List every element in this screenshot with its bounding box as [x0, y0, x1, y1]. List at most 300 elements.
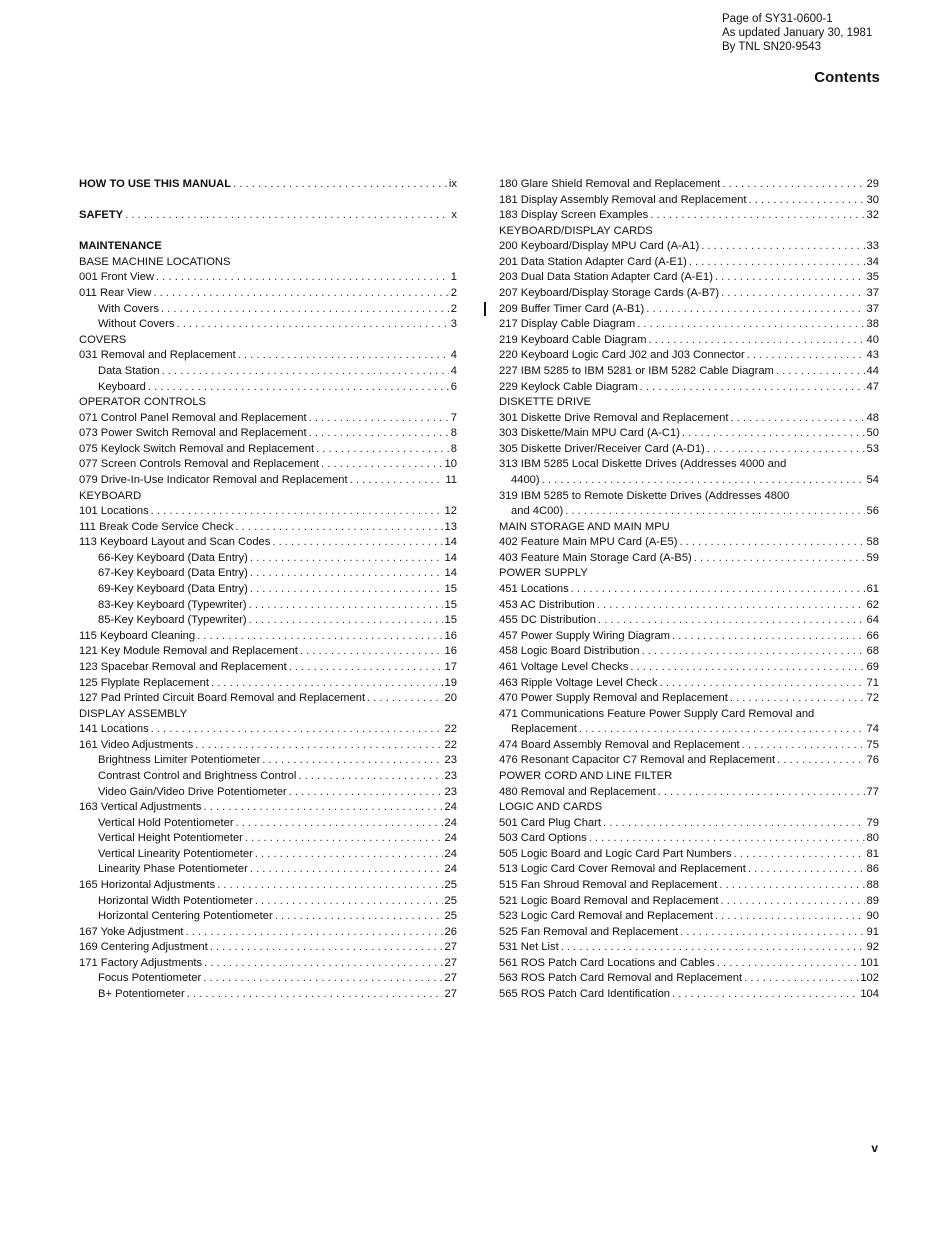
- toc-entry-title: 561 ROS Patch Card Locations and Cables: [499, 956, 715, 969]
- toc-dot-leader: [603, 816, 865, 832]
- toc-entry: [499, 270, 879, 286]
- toc-page-number: 23: [444, 769, 457, 782]
- toc-dot-leader: [730, 691, 865, 707]
- toc-entry-title: 4400): [511, 473, 540, 486]
- toc-entry-title: 180 Glare Shield Removal and Replacement: [499, 178, 721, 190]
- toc-dot-leader: [646, 302, 864, 318]
- toc-section-heading: [79, 333, 457, 349]
- toc-entry-title: OPERATOR CONTROLS: [79, 396, 207, 409]
- toc-page-number: 26: [444, 925, 457, 938]
- toc-entry: [499, 925, 879, 941]
- toc-dot-leader: [151, 722, 443, 738]
- toc-entry-title: B+ Potentiometer: [98, 988, 185, 1001]
- toc-page-number: 23: [444, 785, 457, 798]
- toc-dot-leader: [689, 255, 865, 271]
- toc-dot-leader: [571, 582, 865, 598]
- toc-spacer: [79, 224, 457, 240]
- toc-page-number: 22: [444, 738, 457, 751]
- toc-page-number: 27: [444, 972, 457, 985]
- toc-entry-title: MAIN STORAGE AND MAIN MPU: [499, 520, 670, 533]
- toc-page-number: 59: [866, 551, 879, 564]
- toc-entry: [499, 816, 879, 832]
- toc-entry-title: 458 Logic Board Distribution: [499, 645, 640, 658]
- toc-page-number: ix: [448, 178, 457, 190]
- toc-dot-leader: [148, 380, 449, 396]
- toc-entry: [79, 364, 457, 380]
- toc-page-number: 27: [444, 988, 457, 1001]
- toc-entry-title: COVERS: [79, 333, 127, 346]
- toc-entry: [499, 691, 879, 707]
- toc-entry-title: 161 Video Adjustments: [79, 738, 194, 751]
- toc-entry-title: 200 Keyboard/Display MPU Card (A-A1): [499, 240, 700, 253]
- toc-entry: [79, 520, 457, 536]
- toc-entry: [79, 629, 457, 645]
- toc-page-number: 24: [444, 801, 457, 814]
- toc-dot-leader: [748, 862, 865, 878]
- toc-dot-leader: [694, 551, 865, 567]
- toc-entry-title: 67-Key Keyboard (Data Entry): [98, 567, 248, 580]
- toc-entry: [499, 504, 879, 520]
- toc-entry: [79, 753, 457, 769]
- toc-entry-title: 121 Key Module Removal and Replacement: [79, 645, 298, 658]
- toc-page-number: 50: [866, 427, 879, 440]
- toc-dot-leader: [701, 239, 864, 255]
- toc-page-number: 12: [444, 505, 457, 518]
- toc-entry-title: 470 Power Supply Removal and Replacement: [499, 692, 728, 705]
- toc-dot-leader: [776, 364, 865, 380]
- toc-section-heading: [79, 239, 457, 255]
- toc-page-number: 22: [444, 723, 457, 736]
- toc-spacer: [79, 193, 457, 209]
- toc-entry-title: 451 Locations: [499, 583, 569, 596]
- toc-entry: [79, 909, 457, 925]
- toc-entry: [499, 878, 879, 894]
- toc-section-heading: [499, 395, 879, 411]
- toc-page-number: 14: [444, 551, 457, 564]
- toc-dot-leader: [204, 956, 442, 972]
- toc-page-number: 53: [866, 442, 879, 455]
- toc-entry-title: 85-Key Keyboard (Typewriter): [98, 614, 247, 627]
- toc-dot-leader: [321, 457, 443, 473]
- toc-entry: [79, 956, 457, 972]
- toc-entry-title: 219 Keyboard Cable Diagram: [499, 333, 647, 346]
- toc-entry: [79, 270, 457, 286]
- toc-dot-leader: [203, 971, 442, 987]
- toc-page-number: 37: [866, 287, 879, 300]
- toc-entry: [499, 676, 879, 692]
- toc-entry: [79, 847, 457, 863]
- toc-page-number: 43: [866, 349, 879, 362]
- toc-dot-leader: [747, 348, 865, 364]
- toc-page-number: 25: [444, 879, 457, 892]
- toc-entry: [79, 380, 457, 396]
- toc-entry: [79, 660, 457, 676]
- toc-entry: [499, 909, 879, 925]
- toc-page-number: 27: [444, 956, 457, 969]
- toc-page-number: x: [451, 209, 457, 222]
- toc-entry: [499, 177, 879, 193]
- toc-entry: [79, 769, 457, 785]
- toc-dot-leader: [161, 302, 449, 318]
- toc-dot-leader: [153, 286, 448, 302]
- toc-entry: [499, 551, 879, 567]
- toc-page-number: 16: [444, 645, 457, 658]
- toc-dot-leader: [565, 504, 864, 520]
- toc-entry: [499, 489, 879, 505]
- toc-dot-leader: [210, 940, 443, 956]
- toc-dot-leader: [707, 442, 865, 458]
- toc-right-column: [499, 177, 879, 1003]
- toc-entry-title: 563 ROS Patch Card Removal and Replacement: [499, 972, 743, 985]
- toc-entry: [499, 442, 879, 458]
- toc-dot-leader: [300, 644, 443, 660]
- toc-dot-leader: [316, 442, 449, 458]
- toc-entry-title: Contrast Control and Brightness Control: [98, 769, 297, 782]
- toc-entry-title: 181 Display Assembly Removal and Replacement: [499, 193, 747, 206]
- toc-page-number: 25: [444, 910, 457, 923]
- toc-entry: [79, 722, 457, 738]
- toc-section-heading: [79, 177, 457, 193]
- toc-entry: [79, 566, 457, 582]
- toc-dot-leader: [309, 411, 449, 427]
- toc-page-number: 24: [444, 832, 457, 845]
- toc-dot-leader: [672, 987, 858, 1003]
- toc-section-heading: [79, 489, 457, 505]
- toc-entry: [79, 940, 457, 956]
- toc-entry-title: 83-Key Keyboard (Typewriter): [98, 598, 247, 611]
- header-page-of: Page of SY31-0600-1: [722, 13, 833, 25]
- toc-dot-leader: [235, 520, 442, 536]
- toc-page-number: 35: [866, 271, 879, 284]
- toc-entry-title: With Covers: [98, 302, 159, 315]
- toc-page-number: 102: [860, 972, 879, 985]
- toc-section-heading: [499, 769, 879, 785]
- toc-dot-leader: [255, 847, 443, 863]
- toc-entry-title: 127 Pad Printed Circuit Board Removal and Replacement: [79, 692, 366, 705]
- toc-dot-leader: [250, 551, 443, 567]
- toc-section-heading: [79, 208, 457, 224]
- toc-entry-title: Without Covers: [98, 318, 175, 331]
- toc-entry: [499, 380, 879, 396]
- toc-entry-title: 141 Locations: [79, 723, 149, 736]
- toc-entry-title: 403 Feature Main Storage Card (A-B5): [499, 551, 692, 564]
- toc-page-number: 19: [444, 676, 457, 689]
- toc-entry-title: 169 Centering Adjustment: [79, 941, 208, 954]
- toc-entry-title: Replacement: [511, 723, 577, 736]
- toc-page-number: 27: [444, 941, 457, 954]
- toc-page-number: 86: [866, 863, 879, 876]
- toc-dot-leader: [309, 426, 449, 442]
- toc-entry-title: 471 Communications Feature Power Supply Card Removal and: [499, 707, 815, 720]
- toc-entry: [79, 457, 457, 473]
- page-number: v: [871, 1141, 878, 1155]
- toc-entry: [79, 286, 457, 302]
- toc-page-number: 47: [866, 380, 879, 393]
- toc-entry-title: HOW TO USE THIS MANUAL: [79, 178, 232, 190]
- toc-page-number: 54: [866, 473, 879, 486]
- toc-dot-leader: [217, 878, 442, 894]
- toc-entry-title: Vertical Hold Potentiometer: [98, 816, 234, 829]
- toc-entry: [499, 302, 879, 318]
- toc-page-number: 23: [444, 754, 457, 767]
- toc-page-number: 72: [866, 692, 879, 705]
- toc-dot-leader: [579, 722, 865, 738]
- toc-entry-title: 077 Screen Controls Removal and Replacement: [79, 458, 320, 471]
- toc-page-number: 2: [450, 302, 457, 315]
- toc-entry-title: Data Station: [98, 364, 160, 377]
- toc-dot-leader: [350, 473, 444, 489]
- toc-dot-leader: [367, 691, 442, 707]
- toc-page-number: 6: [450, 380, 457, 393]
- toc-dot-leader: [717, 956, 859, 972]
- toc-section-heading: [79, 255, 457, 271]
- toc-entry-title: 402 Feature Main MPU Card (A-E5): [499, 536, 678, 549]
- toc-page-number: 71: [866, 676, 879, 689]
- toc-entry: [499, 956, 879, 972]
- toc-entry: [79, 613, 457, 629]
- toc-entry: [499, 785, 879, 801]
- toc-dot-leader: [211, 676, 443, 692]
- toc-page-number: 11: [445, 473, 457, 486]
- toc-dot-leader: [156, 270, 449, 286]
- toc-dot-leader: [250, 862, 443, 878]
- toc-entry-title: 011 Rear View: [79, 287, 152, 300]
- toc-entry: [79, 816, 457, 832]
- toc-entry: [499, 753, 879, 769]
- toc-entry: [499, 286, 879, 302]
- toc-entry-title: 115 Keyboard Cleaning: [79, 629, 196, 642]
- toc-entry-title: BASE MACHINE LOCATIONS: [79, 255, 231, 268]
- toc-entry-title: 453 AC Distribution: [499, 598, 595, 611]
- toc-entry: [499, 613, 879, 629]
- toc-dot-leader: [236, 816, 443, 832]
- toc-entry: [499, 208, 879, 224]
- toc-entry-title: 521 Logic Board Removal and Replacement: [499, 894, 719, 907]
- toc-entry-title: 305 Diskette Driver/Receiver Card (A-D1): [499, 442, 705, 455]
- toc-entry-title: 476 Resonant Capacitor C7 Removal and Replacement: [499, 754, 776, 767]
- toc-entry: [499, 940, 879, 956]
- toc-entry-title: 480 Removal and Replacement: [499, 785, 656, 798]
- toc-page-number: 1: [450, 271, 457, 284]
- toc-dot-leader: [187, 987, 443, 1003]
- toc-page-number: 89: [866, 894, 879, 907]
- toc-entry-title: DISPLAY ASSEMBLY: [79, 707, 188, 720]
- toc-dot-leader: [679, 535, 864, 551]
- toc-entry-title: 201 Data Station Adapter Card (A-E1): [499, 255, 687, 268]
- toc-entry-title: 515 Fan Shroud Removal and Replacement: [499, 879, 718, 892]
- toc-section-heading: [499, 520, 879, 536]
- toc-dot-leader: [233, 177, 447, 193]
- toc-entry-title: Linearity Phase Potentiometer: [98, 863, 248, 876]
- toc-dot-leader: [682, 426, 865, 442]
- toc-dot-leader: [715, 270, 865, 286]
- toc-entry-title: 66-Key Keyboard (Data Entry): [98, 551, 248, 564]
- toc-entry-title: 001 Front View: [79, 271, 155, 284]
- toc-entry: [499, 348, 879, 364]
- toc-page-number: 66: [866, 629, 879, 642]
- toc-section-heading: [79, 707, 457, 723]
- toc-dot-leader: [249, 613, 443, 629]
- toc-page-number: 29: [866, 178, 879, 190]
- toc-page-number: 24: [444, 847, 457, 860]
- toc-entry-title: Horizontal Width Potentiometer: [98, 894, 253, 907]
- toc-entry-title: 455 DC Distribution: [499, 614, 597, 627]
- toc-page-number: 61: [866, 583, 879, 596]
- header-tnl: By TNL SN20-9543: [722, 41, 822, 53]
- toc-entry: [79, 442, 457, 458]
- toc-entry: [79, 535, 457, 551]
- toc-page-number: 15: [444, 598, 457, 611]
- toc-entry-title: Horizontal Centering Potentiometer: [98, 910, 273, 923]
- toc-entry-title: Vertical Linearity Potentiometer: [98, 847, 253, 860]
- toc-entry-title: Keyboard: [98, 380, 146, 393]
- toc-dot-leader: [721, 286, 864, 302]
- toc-entry-title: 474 Board Assembly Removal and Replacement: [499, 738, 740, 751]
- toc-entry-title: SAFETY: [79, 209, 124, 222]
- toc-entry: [499, 660, 879, 676]
- toc-entry: [499, 473, 879, 489]
- toc-dot-leader: [598, 613, 865, 629]
- toc-entry: [79, 738, 457, 754]
- toc-page-number: 14: [444, 567, 457, 580]
- toc-entry-title: 501 Card Plug Chart: [499, 816, 601, 829]
- toc-page-number: 68: [866, 645, 879, 658]
- toc-entry-title: 111 Break Code Service Check: [79, 520, 234, 533]
- toc-entry-title: 303 Diskette/Main MPU Card (A-C1): [499, 427, 680, 440]
- toc-page-number: 62: [866, 598, 879, 611]
- toc-entry: [79, 691, 457, 707]
- toc-page-number: 44: [866, 364, 879, 377]
- toc-dot-leader: [204, 800, 443, 816]
- toc-entry-title: 457 Power Supply Wiring Diagram: [499, 629, 670, 642]
- toc-entry: [499, 722, 879, 738]
- toc-dot-leader: [640, 380, 865, 396]
- toc-entry: [499, 987, 879, 1003]
- toc-page-number: 30: [866, 193, 879, 206]
- toc-section-heading: [499, 800, 879, 816]
- toc-page-number: 8: [450, 427, 457, 440]
- toc-entry: [499, 193, 879, 209]
- toc-dot-leader: [125, 208, 449, 224]
- toc-entry-title: 163 Vertical Adjustments: [79, 801, 202, 814]
- toc-entry-title: Brightness Limiter Potentiometer: [98, 754, 261, 767]
- toc-entry: [499, 364, 879, 380]
- toc-page-number: 90: [866, 910, 879, 923]
- toc-entry-title: 203 Dual Data Station Adapter Card (A-E1): [499, 271, 713, 284]
- toc-entry: [79, 504, 457, 520]
- toc-entry: [79, 317, 457, 333]
- toc-entry-title: 227 IBM 5285 to IBM 5281 or IBM 5282 Cable Diagram: [499, 364, 774, 377]
- toc-entry: [499, 333, 879, 349]
- toc-dot-leader: [734, 847, 865, 863]
- toc-page-number: 92: [866, 941, 879, 954]
- toc-dot-leader: [777, 753, 864, 769]
- toc-entry: [499, 831, 879, 847]
- toc-dot-leader: [637, 317, 864, 333]
- toc-dot-leader: [275, 909, 443, 925]
- toc-dot-leader: [298, 769, 442, 785]
- toc-page-number: 4: [450, 349, 457, 362]
- toc-entry: [499, 239, 879, 255]
- toc-entry-title: 319 IBM 5285 to Remote Diskette Drives (Addresses 4800: [499, 489, 790, 502]
- toc-entry-title: 171 Factory Adjustments: [79, 956, 203, 969]
- toc-dot-leader: [197, 629, 442, 645]
- toc-entry-title: 123 Spacebar Removal and Replacement: [79, 660, 287, 673]
- toc-dot-leader: [730, 411, 864, 427]
- toc-entry: [499, 411, 879, 427]
- toc-page-number: 24: [444, 863, 457, 876]
- toc-dot-leader: [715, 909, 865, 925]
- toc-page-number: 25: [444, 894, 457, 907]
- toc-page-number: 15: [444, 583, 457, 596]
- toc-page-number: 77: [866, 785, 879, 798]
- toc-page-number: 58: [866, 536, 879, 549]
- toc-dot-leader: [648, 333, 864, 349]
- toc-entry: [79, 551, 457, 567]
- toc-entry: [499, 862, 879, 878]
- toc-page-number: 101: [860, 956, 879, 969]
- toc-entry-title: 525 Fan Removal and Replacement: [499, 925, 679, 938]
- toc-entry: [79, 785, 457, 801]
- toc-dot-leader: [245, 831, 443, 847]
- toc-page-number: 74: [866, 723, 879, 736]
- toc-page-number: 24: [444, 816, 457, 829]
- toc-dot-leader: [195, 738, 442, 754]
- toc-dot-leader: [249, 598, 443, 614]
- toc-left-column: [79, 177, 457, 1003]
- toc-entry-title: 301 Diskette Drive Removal and Replacement: [499, 411, 729, 424]
- toc-dot-leader: [589, 831, 865, 847]
- toc-page-number: 14: [444, 536, 457, 549]
- toc-dot-leader: [680, 925, 864, 941]
- toc-entry: [499, 644, 879, 660]
- toc-entry-title: 505 Logic Board and Logic Card Part Numbers: [499, 847, 732, 860]
- toc-entry-title: and 4C00): [511, 505, 564, 518]
- toc-section-heading: [499, 224, 879, 240]
- document-header: [722, 12, 872, 54]
- toc-page-number: 104: [860, 988, 879, 1001]
- toc-dot-leader: [658, 785, 865, 801]
- toc-entry: [499, 535, 879, 551]
- toc-entry-title: 531 Net List: [499, 941, 559, 954]
- toc-dot-leader: [289, 785, 443, 801]
- toc-entry-title: 463 Ripple Voltage Level Check: [499, 676, 658, 689]
- toc-page-number: 13: [444, 520, 457, 533]
- toc-entry-title: 207 Keyboard/Display Storage Cards (A-B7): [499, 287, 720, 300]
- toc-entry-title: Vertical Height Potentiometer: [98, 832, 243, 845]
- toc-entry-title: 101 Locations: [79, 505, 149, 518]
- toc-dot-leader: [742, 738, 865, 754]
- toc-entry-title: 220 Keyboard Logic Card J02 and J03 Connector: [499, 349, 745, 362]
- toc-entry: [499, 894, 879, 910]
- toc-dot-leader: [719, 878, 864, 894]
- toc-entry: [79, 598, 457, 614]
- toc-entry: [499, 707, 879, 723]
- toc-page-number: 76: [866, 754, 879, 767]
- toc-page-number: 40: [866, 333, 879, 346]
- toc-page-number: 10: [444, 458, 457, 471]
- toc-entry: [499, 738, 879, 754]
- toc-dot-leader: [597, 598, 865, 614]
- toc-dot-leader: [630, 660, 864, 676]
- toc-entry-title: 229 Keylock Cable Diagram: [499, 380, 638, 393]
- toc-entry: [79, 426, 457, 442]
- toc-page-number: 80: [866, 832, 879, 845]
- toc-entry-title: 071 Control Panel Removal and Replacement: [79, 411, 307, 424]
- toc-entry-title: 513 Logic Card Cover Removal and Replacement: [499, 863, 746, 876]
- toc-entry-title: 209 Buffer Timer Card (A-B1): [499, 302, 645, 315]
- toc-page-number: 34: [866, 255, 879, 268]
